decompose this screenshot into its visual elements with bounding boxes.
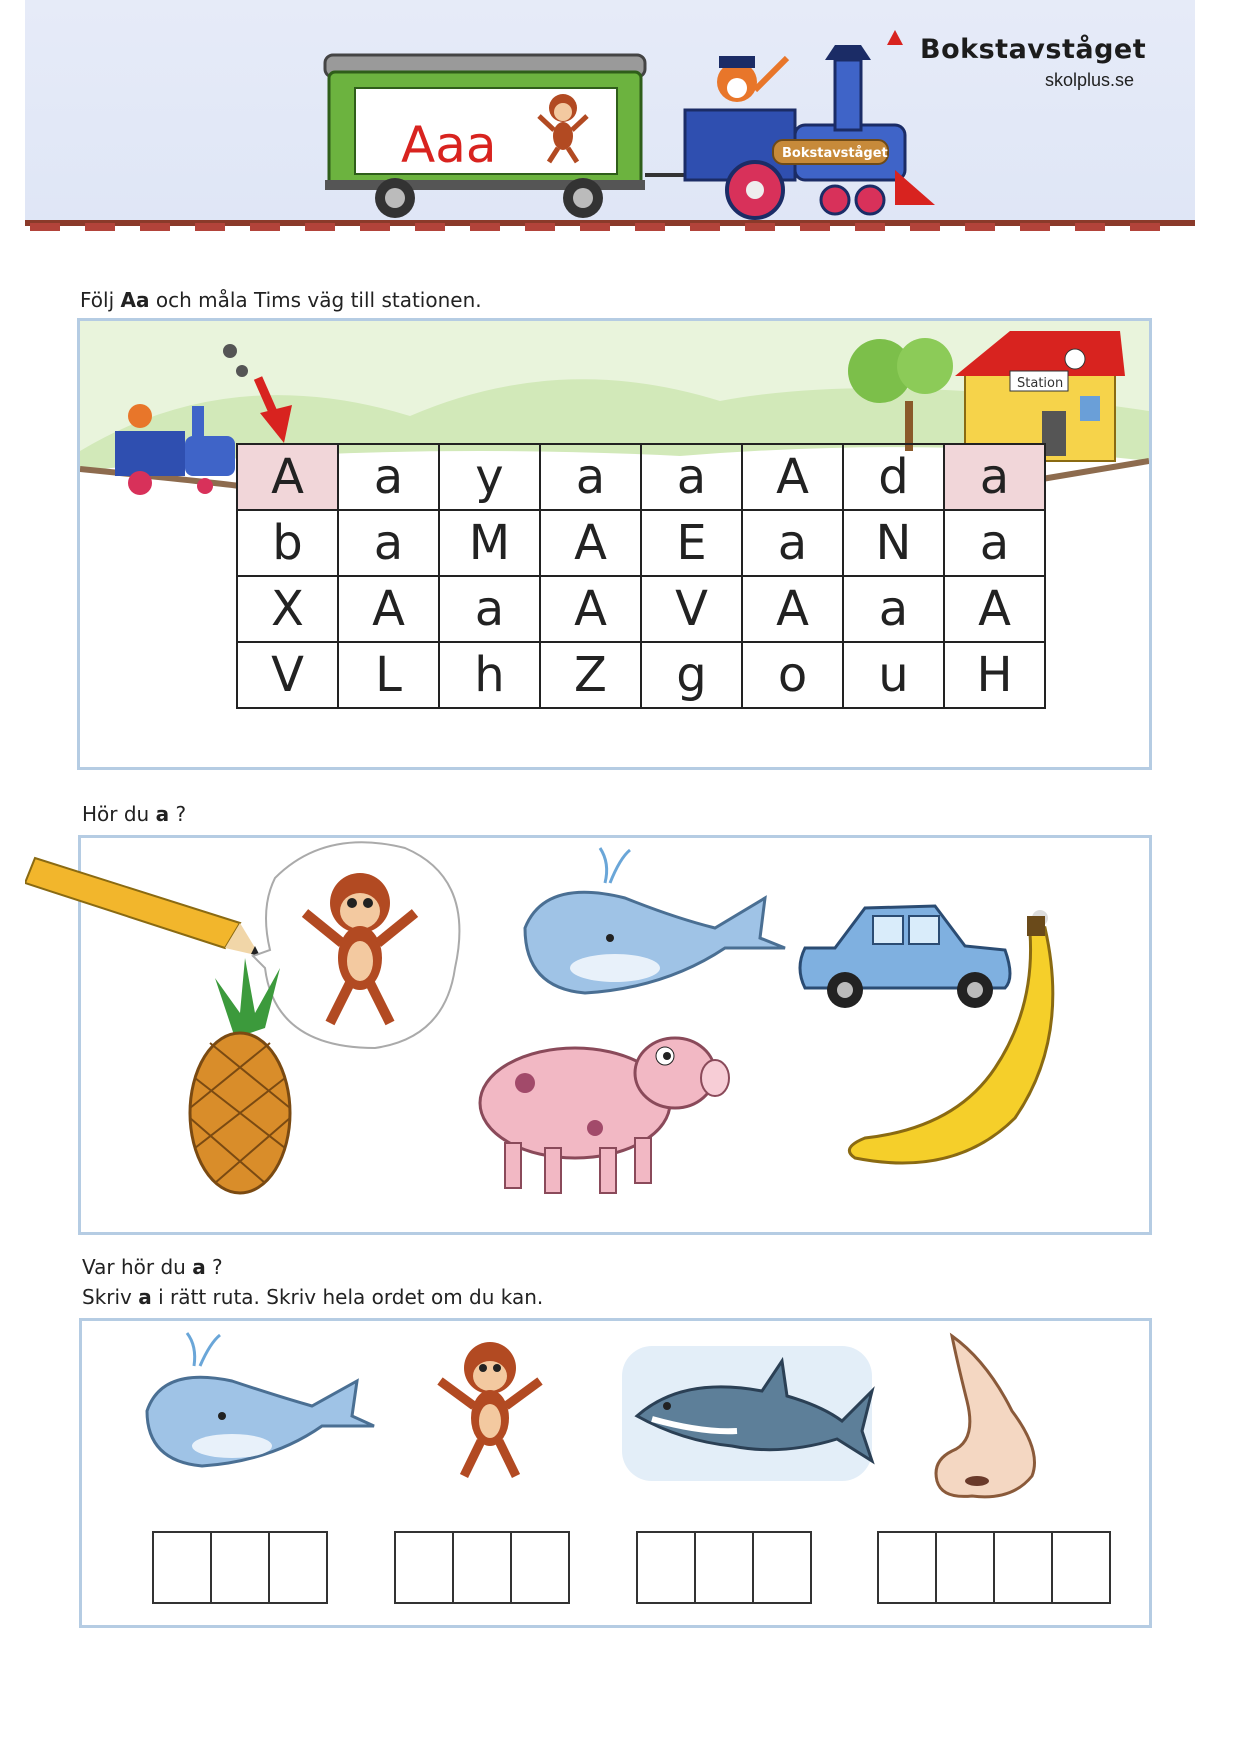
answer-box[interactable] — [1052, 1532, 1110, 1603]
answer-box[interactable] — [153, 1532, 211, 1603]
pig-icon[interactable] — [480, 1038, 729, 1193]
grid-cell[interactable]: V — [237, 642, 338, 708]
grid-cell[interactable]: V — [641, 576, 742, 642]
monkey-icon — [440, 1342, 540, 1476]
grid-cell[interactable]: X — [237, 576, 338, 642]
grid-cell[interactable]: A — [540, 510, 641, 576]
locomotive — [685, 30, 935, 218]
task3-line1-bold: a — [192, 1255, 206, 1279]
grid-cell[interactable]: M — [439, 510, 540, 576]
answer-boxes-monkey — [394, 1531, 570, 1604]
grid-row — [237, 510, 1045, 576]
task1-instruction-post: och måla Tims väg till stationen. — [149, 288, 482, 312]
task3-pictures — [82, 1321, 1149, 1521]
grid-cell[interactable]: b — [237, 510, 338, 576]
grid-cell[interactable]: A — [742, 576, 843, 642]
grid-cell[interactable]: E — [641, 510, 742, 576]
grid-cell[interactable]: H — [944, 642, 1045, 708]
task3-line1-post: ? — [205, 1255, 223, 1279]
grid-cell[interactable]: A — [540, 576, 641, 642]
grid-cell[interactable]: a — [944, 510, 1045, 576]
grid-cell[interactable]: a — [540, 444, 641, 510]
grid-row — [237, 576, 1045, 642]
answer-box[interactable] — [453, 1532, 511, 1603]
grid-cell-start[interactable]: A — [237, 444, 338, 510]
wagon — [325, 55, 685, 218]
nose-icon — [936, 1336, 1035, 1497]
grid-cell[interactable]: a — [338, 510, 439, 576]
task3-line1 — [82, 1255, 223, 1279]
answer-box[interactable] — [637, 1532, 695, 1603]
answer-box[interactable] — [211, 1532, 269, 1603]
grid-cell[interactable]: L — [338, 642, 439, 708]
shark-icon — [622, 1346, 872, 1481]
station-label: Station — [1017, 376, 1064, 391]
answer-box[interactable] — [695, 1532, 753, 1603]
task1-instruction-bold: Aa — [120, 288, 150, 312]
task1-instruction-pre: Följ — [80, 288, 121, 312]
answer-box[interactable] — [269, 1532, 327, 1603]
grid-cell[interactable]: a — [641, 444, 742, 510]
grid-cell[interactable]: A — [338, 576, 439, 642]
grid-cell[interactable]: y — [439, 444, 540, 510]
monkey-speech-bubble[interactable] — [253, 842, 459, 1048]
letter-grid — [236, 443, 1046, 709]
task1-instruction — [80, 288, 482, 312]
whale-icon[interactable] — [525, 848, 785, 993]
grid-cell[interactable]: u — [843, 642, 944, 708]
grid-cell[interactable]: a — [843, 576, 944, 642]
grid-cell[interactable]: a — [742, 510, 843, 576]
answer-box[interactable] — [511, 1532, 569, 1603]
grid-cell[interactable]: Z — [540, 642, 641, 708]
task2-instruction-bold: a — [155, 802, 170, 826]
answer-box[interactable] — [395, 1532, 453, 1603]
brand-title: Bokstavståget — [920, 34, 1147, 65]
grid-row — [237, 444, 1045, 510]
task2-instruction — [82, 802, 186, 826]
task3-line2-bold: a — [138, 1285, 152, 1309]
answer-boxes-shark — [636, 1531, 812, 1604]
answer-boxes-nose — [877, 1531, 1111, 1604]
answer-boxes-whale — [152, 1531, 328, 1604]
grid-cell[interactable]: A — [742, 444, 843, 510]
wagon-letters: Aaa — [401, 116, 497, 174]
grid-cell[interactable]: A — [944, 576, 1045, 642]
whale-icon — [147, 1333, 374, 1466]
grid-cell[interactable]: g — [641, 642, 742, 708]
task3-line1-pre: Var hör du — [82, 1255, 193, 1279]
task2-pictures — [25, 838, 1150, 1232]
grid-cell[interactable]: a — [439, 576, 540, 642]
grid-cell[interactable]: h — [439, 642, 540, 708]
grid-cell[interactable]: N — [843, 510, 944, 576]
task2-instruction-pre: Hör du — [82, 802, 156, 826]
car-icon[interactable] — [800, 906, 1050, 1008]
task3-line2 — [82, 1285, 543, 1309]
task3-line2-post: i rätt ruta. Skriv hela ordet om du kan. — [151, 1285, 544, 1309]
brand-site: skolplus.se — [1045, 70, 1135, 90]
task2-instruction-post: ? — [169, 802, 187, 826]
grid-cell-end[interactable]: a — [944, 444, 1045, 510]
grid-cell[interactable]: o — [742, 642, 843, 708]
answer-box[interactable] — [878, 1532, 936, 1603]
grid-cell[interactable]: a — [338, 444, 439, 510]
engine-label: Bokstavståget — [782, 146, 888, 161]
grid-row — [237, 642, 1045, 708]
answer-box[interactable] — [936, 1532, 994, 1603]
answer-box[interactable] — [994, 1532, 1052, 1603]
task3-line2-pre: Skriv — [82, 1285, 139, 1309]
grid-cell[interactable]: d — [843, 444, 944, 510]
pencil-icon — [25, 858, 260, 956]
answer-box[interactable] — [753, 1532, 811, 1603]
